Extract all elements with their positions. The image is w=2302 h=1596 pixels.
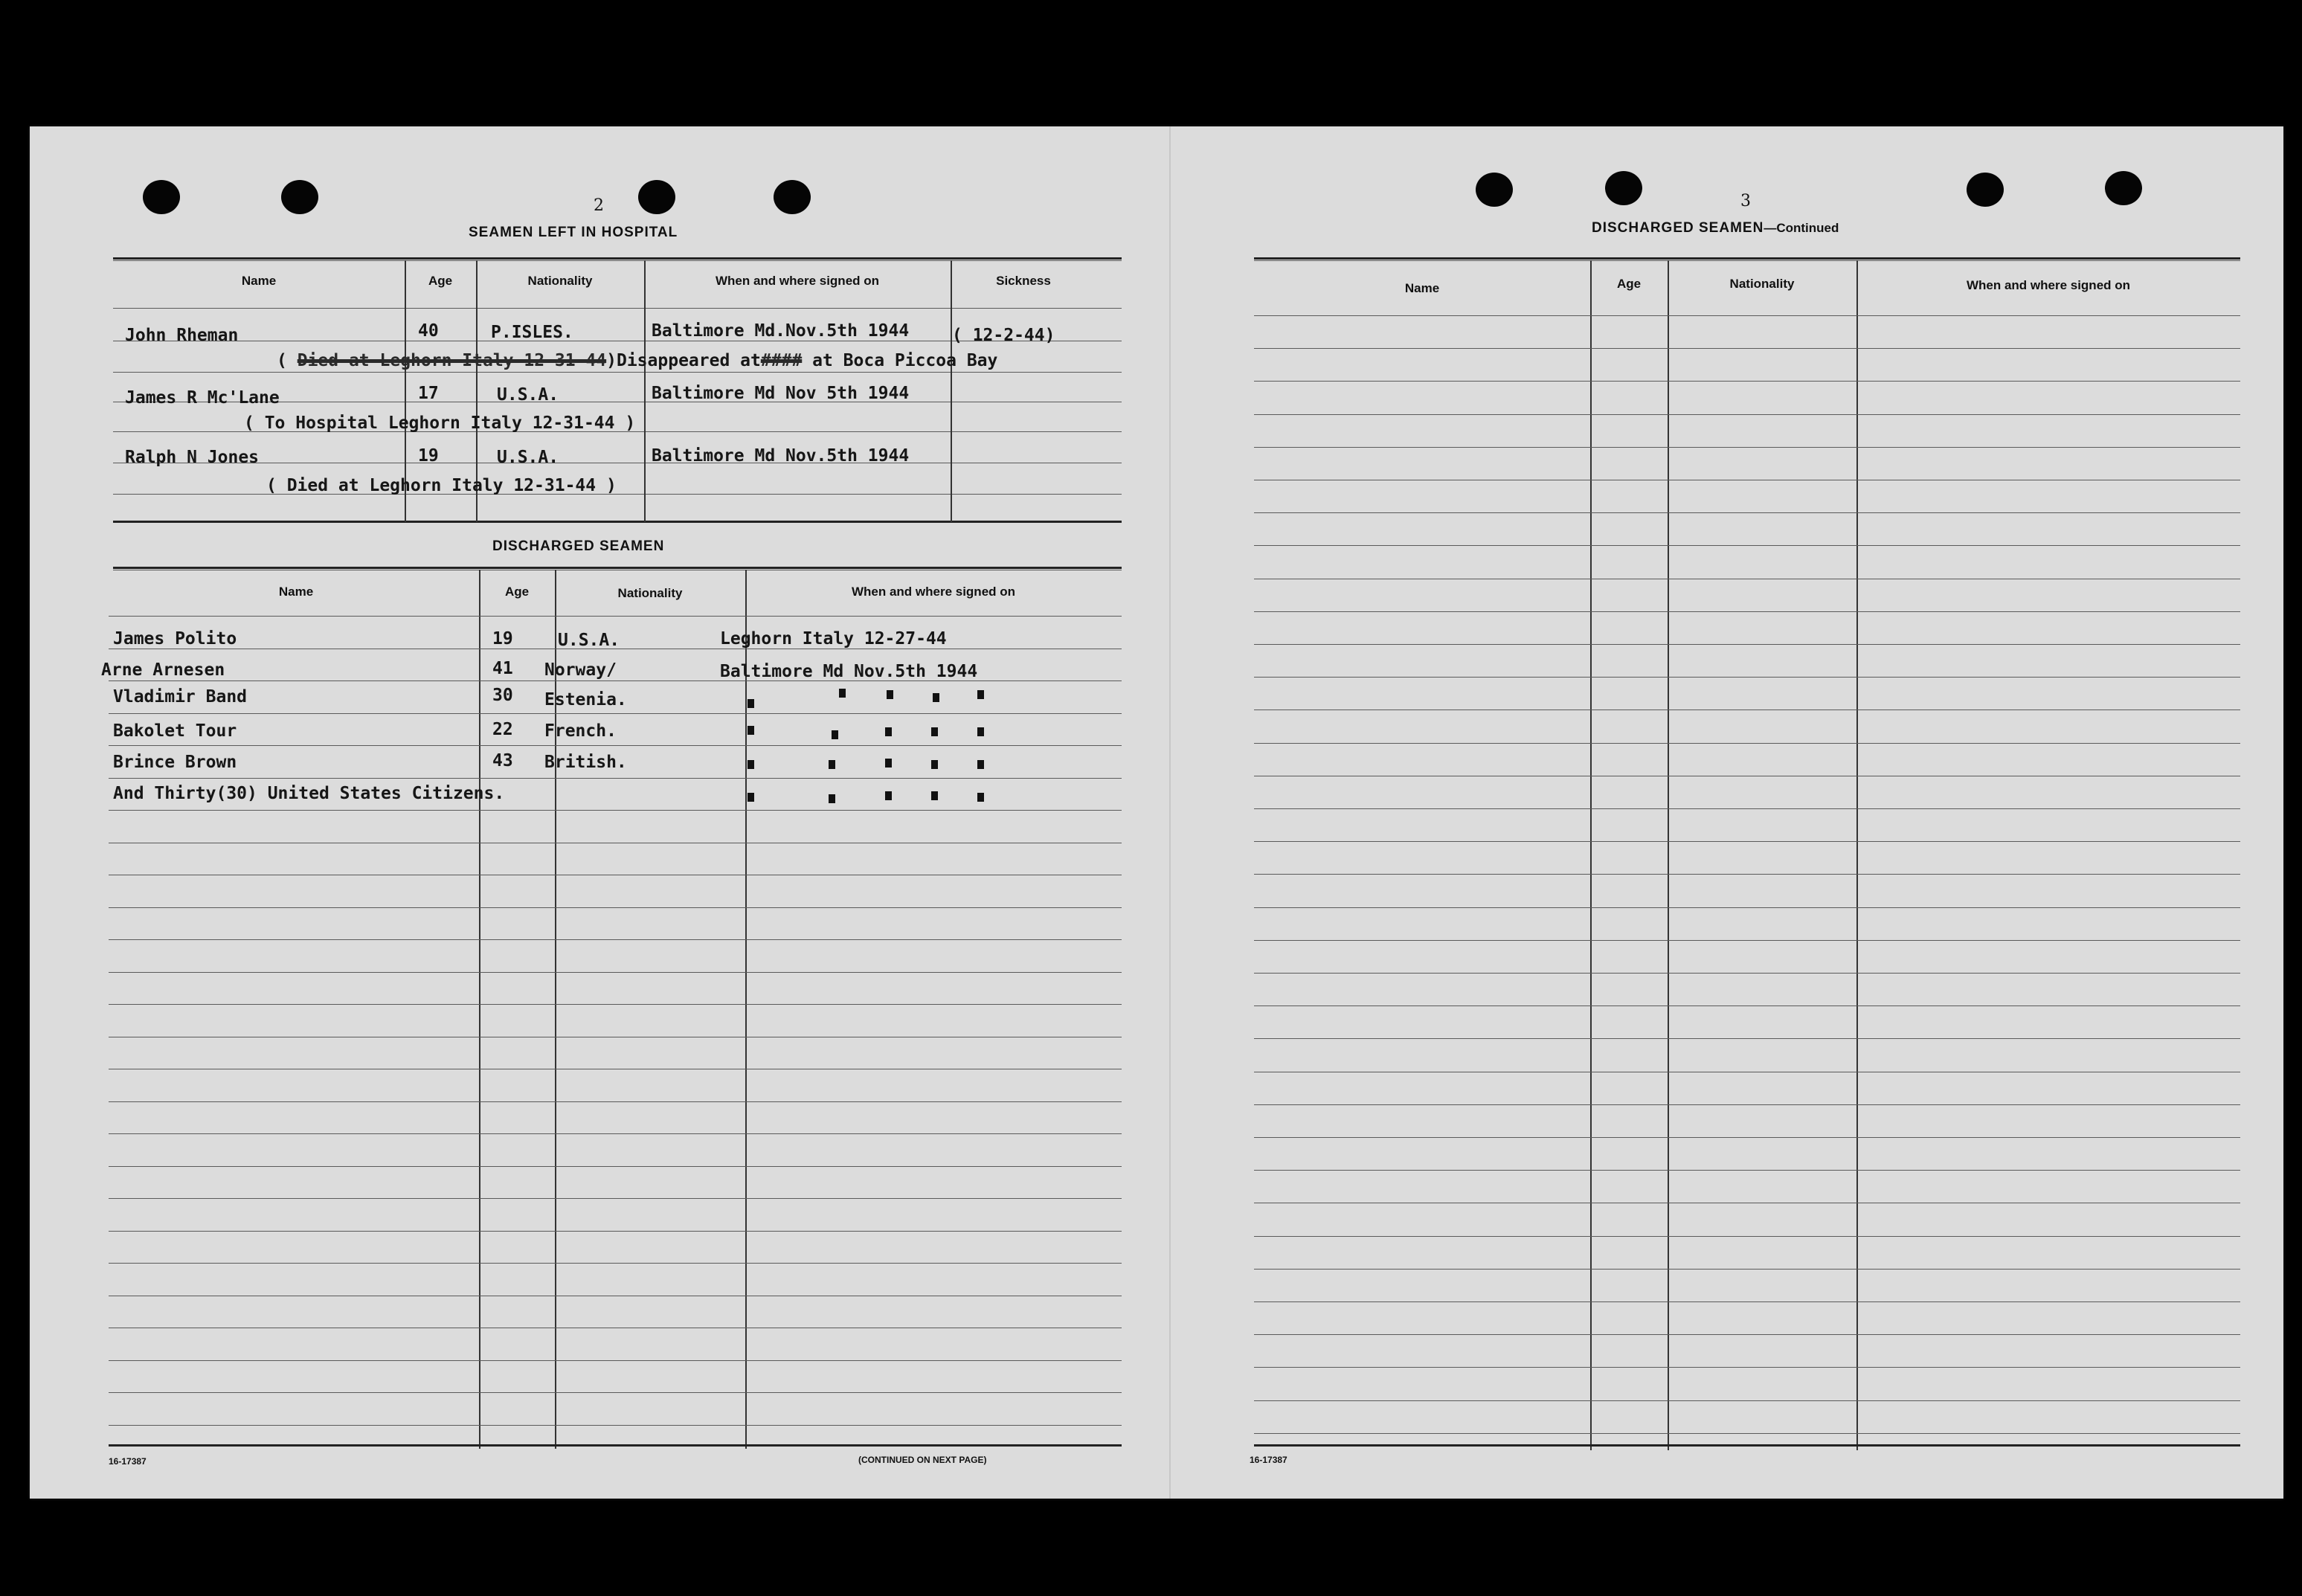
ditto-mark (829, 760, 835, 769)
column-divider (1668, 260, 1669, 1450)
ledger-rule (109, 1133, 1122, 1134)
ledger-rule (109, 1198, 1122, 1199)
col-name: Name (1404, 281, 1440, 295)
row-name: John Rheman (125, 326, 239, 345)
col-nationality: Nationality (617, 586, 683, 600)
row-signed-on: Baltimore Md Nov 5th 1944 (652, 384, 910, 403)
ledger-rule (1254, 1137, 2240, 1138)
row-signed-on: Baltimore Md.Nov.5th 1944 (652, 321, 910, 341)
ditto-mark (977, 793, 984, 802)
table-rule (113, 260, 1122, 261)
table-rule (113, 494, 1122, 495)
table-bottom-rule (1254, 1444, 2240, 1447)
row-name: Bakolet Tour (113, 721, 237, 741)
ledger-rule (109, 713, 1122, 714)
form-number: 16-17387 (1250, 1455, 1287, 1465)
ledger-rule (109, 1101, 1122, 1102)
ledger-rule (1254, 1400, 2240, 1401)
row-name: Brince Brown (113, 753, 237, 772)
row-nationality: French. (544, 721, 617, 741)
row-nationality: U.S.A. (497, 385, 559, 405)
note-line: ( Died at Leghorn Italy 12-31-44 ) (266, 476, 617, 495)
ledger-rule (1254, 677, 2240, 678)
ledger-rule (1254, 1334, 2240, 1335)
ditto-mark (933, 693, 939, 702)
ledger-rule (1254, 1269, 2240, 1270)
ledger-rule (1254, 907, 2240, 908)
row-name: Ralph N Jones (125, 448, 260, 467)
column-divider (951, 260, 952, 522)
column-divider (1856, 260, 1858, 1450)
row-age: 43 (492, 751, 513, 770)
ledger-rule (109, 1166, 1122, 1167)
discharged-section-title: DISCHARGED SEAMEN (492, 538, 665, 554)
row-age: 41 (492, 659, 513, 678)
struck-place: #### (760, 351, 803, 370)
ditto-mark (887, 690, 893, 699)
row-age: 19 (418, 446, 439, 466)
ledger-rule (109, 939, 1122, 940)
note-close: )Disappeared at (606, 351, 761, 370)
row-age: 22 (492, 720, 513, 739)
row-age: 17 (418, 384, 439, 403)
col-age: Age (1616, 277, 1642, 291)
continued-note: (CONTINUED ON NEXT PAGE) (858, 1455, 987, 1465)
ledger-rule (1254, 545, 2240, 546)
ledger-rule (109, 1231, 1122, 1232)
row-signed-on: Leghorn Italy 12-27-44 (720, 629, 947, 649)
ledger-rule (1254, 1301, 2240, 1302)
right-page (1172, 126, 2283, 1499)
ledger-rule (1254, 1005, 2240, 1006)
ledger-rule (1254, 447, 2240, 448)
ditto-mark (977, 727, 984, 736)
ditto-mark (931, 760, 938, 769)
col-signed-on: When and where signed on (851, 585, 1016, 599)
table-rule (113, 372, 1122, 373)
ledger-rule (1254, 874, 2240, 875)
ledger-rule (109, 778, 1122, 779)
register-sheet (30, 126, 2283, 1499)
ditto-mark (931, 791, 938, 800)
col-nationality: Nationality (527, 274, 593, 288)
ledger-rule (109, 810, 1122, 811)
column-divider (745, 570, 747, 1449)
table-rule (1254, 260, 2240, 261)
ledger-rule (1254, 414, 2240, 415)
table-rule (113, 308, 1122, 309)
ledger-rule (109, 1360, 1122, 1361)
row-name: James Polito (113, 629, 237, 649)
ledger-rule (1254, 1104, 2240, 1105)
col-name: Name (241, 274, 277, 288)
left-page (30, 126, 1168, 1499)
row-nationality: Estenia. (544, 690, 627, 709)
page-fold (1169, 126, 1171, 1499)
ledger-rule (1254, 512, 2240, 513)
ledger-rule (1254, 709, 2240, 710)
ledger-rule (109, 972, 1122, 973)
ledger-rule (1254, 808, 2240, 809)
ledger-rule (1254, 644, 2240, 645)
column-divider (1590, 260, 1592, 1450)
ditto-mark (747, 793, 754, 802)
ledger-rule (1254, 1367, 2240, 1368)
ledger-rule (1254, 1236, 2240, 1237)
row-nationality: Norway/ (544, 660, 617, 680)
row-name: Arne Arnesen (101, 660, 225, 680)
table-top-rule (1254, 257, 2240, 260)
ditto-mark (747, 699, 754, 708)
row-name: James R Mc'Lane (125, 388, 280, 408)
column-divider (479, 570, 480, 1449)
ledger-rule (109, 1263, 1122, 1264)
table-bottom-rule (113, 521, 1122, 523)
row-signed-on: Baltimore Md Nov.5th 1944 (720, 662, 978, 681)
col-nationality: Nationality (1729, 277, 1795, 291)
ledger-rule (1254, 611, 2240, 612)
row-nationality: U.S.A. (497, 448, 559, 467)
ditto-mark (747, 726, 754, 735)
row-signed-on: Baltimore Md Nov.5th 1944 (652, 446, 910, 466)
continued-section-title (1592, 220, 1839, 236)
ledger-rule (1254, 940, 2240, 941)
ledger-rule (109, 1425, 1122, 1426)
ditto-mark (839, 689, 846, 698)
hospital-section-title: SEAMEN LEFT IN HOSPITAL (469, 225, 678, 240)
row-nationality: P.ISLES. (491, 323, 573, 342)
ledger-rule (109, 745, 1122, 746)
ledger-rule (109, 616, 1122, 617)
row-age: 40 (418, 321, 439, 341)
title-main: DISCHARGED SEAMEN (1592, 220, 1764, 236)
col-signed-on: When and where signed on (1966, 278, 2131, 292)
table-top-rule (113, 257, 1122, 260)
note-line (277, 351, 997, 370)
page-number: 2 (594, 196, 604, 215)
col-sickness: Sickness (996, 274, 1051, 288)
row-age: 19 (492, 629, 513, 649)
note-tail: at Boca Piccoa Bay (812, 351, 998, 370)
ledger-rule (1254, 1038, 2240, 1039)
table-top-rule (113, 567, 1122, 569)
ditto-mark (977, 760, 984, 769)
row-nationality: British. (544, 753, 627, 772)
form-number: 16-17387 (109, 1456, 147, 1467)
ditto-mark (885, 727, 892, 736)
ledger-rule (1254, 348, 2240, 349)
col-signed-on: When and where signed on (715, 274, 880, 288)
ledger-rule (1254, 1433, 2240, 1434)
row-age: 30 (492, 686, 513, 705)
struck-note: Died at Leghorn Italy 12-31-44 (297, 351, 607, 370)
note-line: ( To Hospital Leghorn Italy 12-31-44 ) (244, 414, 636, 433)
ledger-rule (1254, 1170, 2240, 1171)
ditto-mark (747, 760, 754, 769)
ledger-rule (1254, 973, 2240, 974)
col-age: Age (428, 274, 453, 288)
ditto-mark (829, 794, 835, 803)
page-number: 3 (1740, 192, 1751, 210)
note-open: ( (277, 351, 287, 370)
table-bottom-rule (109, 1444, 1122, 1447)
ledger-rule (109, 907, 1122, 908)
ditto-mark (885, 791, 892, 800)
ledger-rule (1254, 841, 2240, 842)
col-age: Age (504, 585, 530, 599)
column-divider (644, 260, 646, 522)
row-sickness: ( 12-2-44) (952, 326, 1055, 345)
ledger-rule (1254, 315, 2240, 316)
row-name: Vladimir Band (113, 687, 248, 707)
ditto-mark (885, 759, 892, 768)
title-suffix: —Continued (1764, 221, 1839, 235)
ditto-mark (832, 730, 838, 739)
ledger-rule (109, 1392, 1122, 1393)
ditto-mark (977, 690, 984, 699)
ledger-rule (1254, 381, 2240, 382)
closing-line: And Thirty(30) United States Citizens. (113, 784, 505, 803)
ledger-rule (1254, 743, 2240, 744)
ledger-rule (109, 1004, 1122, 1005)
row-nationality: U.S.A. (558, 631, 620, 650)
ditto-mark (931, 727, 938, 736)
col-name: Name (278, 585, 314, 599)
